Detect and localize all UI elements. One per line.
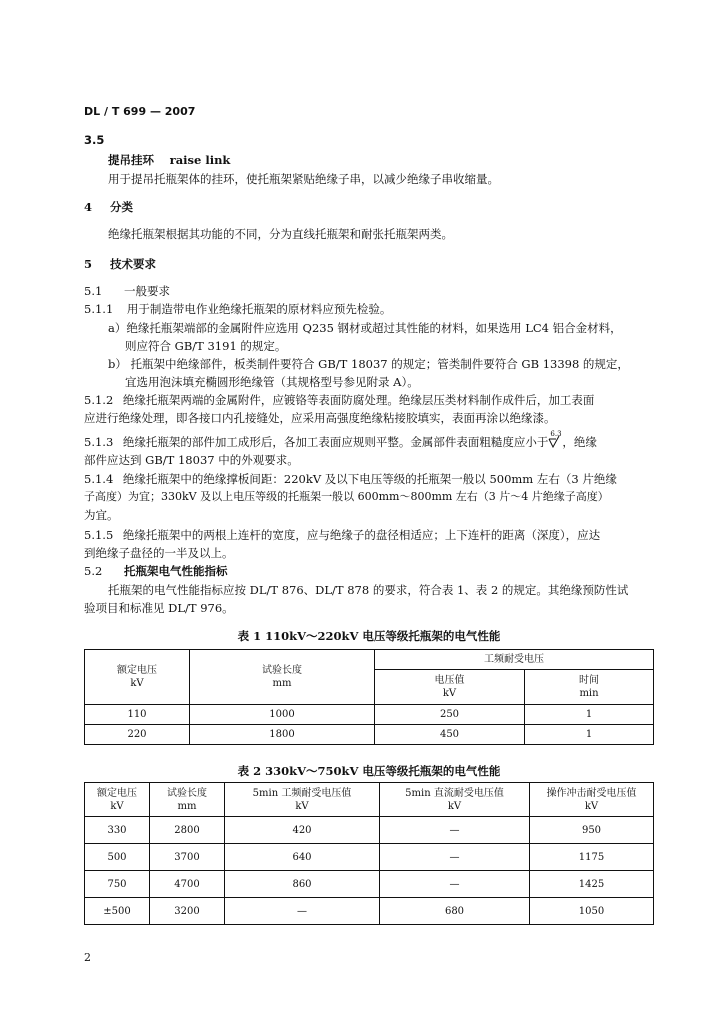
table-row: [85, 844, 654, 871]
section-5-1-5-line2: 到绝缘子盘径的一半及以上。: [84, 546, 234, 560]
section-5-2-heading: [84, 563, 227, 579]
item-b-line1: b） 托瓶架中绝缘部件，板类制件要符合 GB/T 18037 的规定；管类制件要符合 GB 13398 的规定，: [108, 357, 629, 371]
header-unit: kV: [584, 800, 599, 812]
header-label: 5min 直流耐受电压值: [405, 787, 504, 799]
section-5-1-4-line3: 为宜。: [84, 508, 119, 522]
header-unit: kV: [110, 800, 124, 812]
table-cell: 1800: [190, 725, 375, 745]
header-label: 时间: [579, 675, 599, 686]
section-5-heading: [84, 256, 156, 272]
table-row: [85, 871, 654, 898]
table-1: [84, 649, 654, 745]
section-3-5-term: [108, 152, 230, 168]
table-2-header-row: [85, 783, 654, 817]
table-cell: 3700: [150, 844, 225, 871]
roughness-value: 6.3: [550, 430, 562, 438]
header-unit: kV: [447, 800, 462, 812]
doc-code-header: DL / T 699 — 2007: [84, 105, 196, 118]
section-4-heading: [84, 199, 133, 215]
header-unit: kV: [295, 800, 309, 812]
table-cell: 640: [225, 844, 380, 871]
table-cell: 1050: [530, 898, 654, 925]
table-1-caption: 表 1 110kV～220kV 电压等级托瓶架的电气性能: [237, 629, 501, 643]
table-cell: 4700: [150, 871, 225, 898]
section-5-1-1: [84, 301, 391, 317]
table-cell: 110: [85, 705, 190, 725]
table-1-header-row: [85, 650, 654, 670]
section-5-1-2-line2: 应进行绝缘处理，即各接口内孔接缝处，应采用高强度绝缘粘接胶填实，表面再涂以绝缘漆。: [84, 411, 556, 425]
table-cell: 330: [85, 817, 150, 844]
table-1-header-time: [525, 670, 654, 705]
table-cell: 450: [375, 725, 525, 745]
section-5-1-1-text: 用于制造带电作业绝缘托瓶架的原材料应预先检验。: [126, 302, 392, 316]
section-5-1-4-line2: 子高度）为宜；330kV 及以上电压等级的托瓶架一般以 600mm～800mm 左右（3 片～4 片绝缘子高度）: [84, 490, 609, 503]
table-2-header-ac: [225, 783, 380, 817]
item-b-line2: 宜选用泡沫填充椭圆形绝缘管（其规格型号参见附录 A）。: [125, 375, 419, 389]
term-chinese: 提吊挂环: [108, 153, 154, 167]
section-5-2-line1: 托瓶架的电气性能指标应按 DL/T 876、DL/T 878 的要求，符合表 1、表 2 的规定。其绝缘预防性试: [108, 583, 629, 597]
table-cell: 220: [85, 725, 190, 745]
section-4-number: 4: [84, 200, 93, 214]
table-cell: 860: [225, 871, 380, 898]
table-1-header-withstand: [375, 670, 525, 705]
section-3-5-number: 3.5: [84, 133, 105, 147]
header-label: 操作冲击耐受电压值: [546, 787, 637, 799]
section-5-1-3-line2: 部件应达到 GB/T 18037 中的外观要求。: [84, 453, 299, 467]
table-row: [85, 817, 654, 844]
header-label: 试验长度: [167, 787, 207, 799]
header-label: 5min 工频耐受电压值: [252, 787, 352, 799]
table-2: [84, 782, 654, 925]
header-unit: mm: [272, 678, 292, 689]
section-5-2-line2: 验项目和标准见 DL/T 976。: [84, 601, 234, 615]
table-cell: 1: [525, 725, 654, 745]
header-label: 额定电压: [117, 665, 157, 676]
header-unit: min: [579, 688, 599, 699]
table-2-caption: 表 2 330kV～750kV 电压等级托瓶架的电气性能: [237, 764, 501, 778]
table-cell: —: [380, 844, 530, 871]
table-2-header-voltage: [85, 783, 150, 817]
roughness-symbol: [548, 430, 562, 450]
table-cell: 680: [380, 898, 530, 925]
header-unit: kV: [442, 688, 457, 699]
table-1-header-length: [190, 650, 375, 705]
table-cell: 1425: [530, 871, 654, 898]
section-5-1-4-number: 5.1.4: [84, 472, 114, 486]
section-5-1-5-number: 5.1.5: [84, 528, 114, 542]
table-row: [85, 725, 654, 745]
section-5-1-2: [84, 392, 594, 408]
table-row: [85, 705, 654, 725]
roughness-check-icon: [548, 436, 560, 448]
section-5-1-5: [84, 527, 600, 543]
header-label: 试验长度: [262, 665, 302, 676]
header-label: 额定电压: [97, 787, 137, 799]
section-5-1-3: [84, 430, 597, 450]
table-cell: —: [380, 817, 530, 844]
table-cell: —: [225, 898, 380, 925]
header-label: 电压值: [434, 675, 465, 686]
table-cell: 3200: [150, 898, 225, 925]
table-row: [85, 898, 654, 925]
section-5-1-2-number: 5.1.2: [84, 393, 114, 407]
table-cell: —: [380, 871, 530, 898]
page-number: 2: [84, 951, 91, 964]
header-unit: mm: [177, 800, 197, 812]
section-5-1-3-number: 5.1.3: [84, 435, 114, 449]
term-english: raise link: [169, 153, 231, 167]
table-2-header-impulse: [530, 783, 654, 817]
section-5-1-number: 5.1: [84, 284, 103, 298]
section-5-1-4: [84, 471, 617, 487]
section-5-1-heading: [84, 283, 170, 299]
section-5-1-3-line1-end: ，绝缘: [562, 435, 597, 449]
table-cell: 250: [375, 705, 525, 725]
item-a-line2: 则应符合 GB/T 3191 的规定。: [125, 339, 287, 353]
section-5-number: 5: [84, 257, 93, 271]
section-5-1-4-line1: 绝缘托瓶架中的绝缘撑板间距：220kV 及以下电压等级的托瓶架一般以 500mm 左右（3 片绝缘: [122, 472, 617, 486]
table-cell: 420: [225, 817, 380, 844]
section-5-2-number: 5.2: [84, 564, 103, 578]
table-1-header-group: 工频耐受电压: [375, 650, 654, 670]
section-5-1-5-line1: 绝缘托瓶架中的两根上连杆的宽度，应与绝缘子的盘径相适应；上下连杆的距离（深度），应达: [122, 528, 601, 542]
table-cell: 750: [85, 871, 150, 898]
section-4-title: 分类: [110, 200, 134, 214]
table-cell: 1: [525, 705, 654, 725]
table-cell: 950: [530, 817, 654, 844]
section-3-5-definition: 用于提吊托瓶架体的挂环，使托瓶架紧贴绝缘子串，以减少绝缘子串收缩量。: [108, 172, 499, 186]
table-cell: 2800: [150, 817, 225, 844]
section-5-1-1-number: 5.1.1: [84, 302, 114, 316]
section-5-title: 技术要求: [110, 257, 157, 271]
table-2-header-length: [150, 783, 225, 817]
table-1-header-voltage: [85, 650, 190, 705]
table-cell: 500: [85, 844, 150, 871]
table-cell: 1000: [190, 705, 375, 725]
section-5-2-title: 托瓶架电气性能指标: [123, 564, 228, 578]
header-unit: kV: [130, 678, 144, 689]
table-cell: ±500: [85, 898, 150, 925]
table-2-header-dc: [380, 783, 530, 817]
section-5-1-3-line1: 绝缘托瓶架的部件加工成形后，各加工表面应规则平整。金属部件表面粗糙度应小于: [122, 435, 549, 449]
section-5-1-2-line1: 绝缘托瓶架两端的金属附件，应镀铬等表面防腐处理。绝缘层压类材料制作成件后，加工表面: [122, 393, 595, 407]
item-a-line1: a）绝缘托瓶架端部的金属附件应选用 Q235 钢材或超过其性能的材料，如果选用 LC4 铝合金材料，: [108, 321, 622, 335]
section-4-text: 绝缘托瓶架根据其功能的不同，分为直线托瓶架和耐张托瓶架两类。: [108, 227, 453, 241]
table-cell: 1175: [530, 844, 654, 871]
section-5-1-title: 一般要求: [123, 284, 170, 298]
